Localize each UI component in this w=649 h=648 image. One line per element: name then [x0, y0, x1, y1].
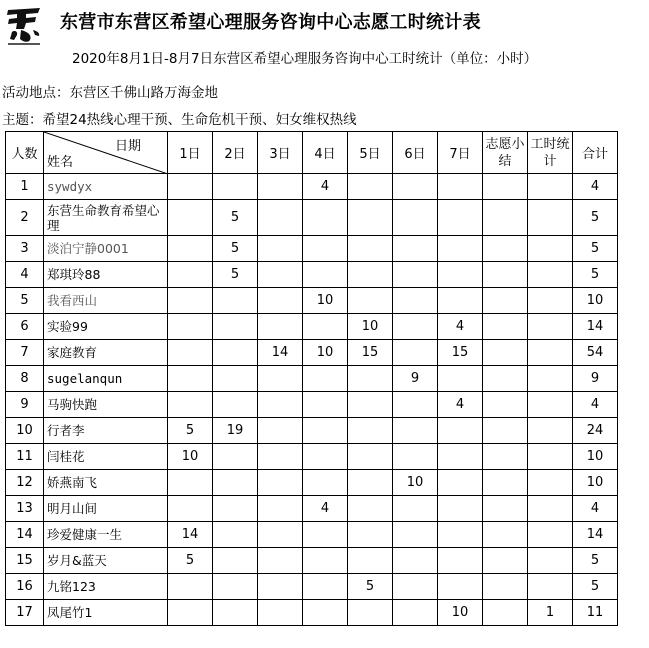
day-hours-cell: 19 — [213, 418, 258, 444]
total-cell: 11 — [573, 600, 618, 626]
row-name: 娇燕南飞 — [44, 470, 168, 496]
table-row — [6, 574, 618, 600]
day-hours-cell: 5 — [168, 548, 213, 574]
row-name: sugelanqun — [44, 366, 168, 392]
row-index: 14 — [6, 522, 44, 548]
row-name: 我看西山 — [44, 288, 168, 314]
table-row — [6, 600, 618, 626]
table-row — [6, 262, 618, 288]
day-hours-cell — [168, 288, 213, 314]
day-hours-cell — [393, 340, 438, 366]
day-hours-cell — [438, 496, 483, 522]
summary-cell — [483, 174, 528, 200]
header-day: 5日 — [348, 132, 393, 174]
day-hours-cell — [213, 496, 258, 522]
day-hours-cell — [258, 288, 303, 314]
day-hours-cell — [258, 522, 303, 548]
day-hours-cell — [213, 288, 258, 314]
total-cell: 5 — [573, 548, 618, 574]
summary-cell — [483, 340, 528, 366]
table-body — [6, 174, 618, 626]
day-hours-cell — [168, 574, 213, 600]
day-hours-cell — [438, 470, 483, 496]
day-hours-cell — [258, 496, 303, 522]
header-date-name — [44, 132, 168, 174]
day-hours-cell — [303, 522, 348, 548]
header-day: 7日 — [438, 132, 483, 174]
day-hours-cell — [303, 262, 348, 288]
table-row — [6, 418, 618, 444]
day-hours-cell — [213, 574, 258, 600]
hours-stat-cell — [528, 174, 573, 200]
day-hours-cell — [438, 522, 483, 548]
row-index: 17 — [6, 600, 44, 626]
row-name: sywdyx — [44, 174, 168, 200]
day-hours-cell — [348, 236, 393, 262]
day-hours-cell — [258, 366, 303, 392]
row-name: 实验99 — [44, 314, 168, 340]
row-index: 1 — [6, 174, 44, 200]
day-hours-cell — [393, 418, 438, 444]
table-header-row — [6, 132, 618, 174]
day-hours-cell — [303, 444, 348, 470]
summary-cell — [483, 418, 528, 444]
day-hours-cell — [348, 366, 393, 392]
day-hours-cell — [438, 200, 483, 236]
row-name: 东营生命教育希望心理 — [44, 200, 168, 236]
day-hours-cell — [303, 236, 348, 262]
day-hours-cell — [438, 366, 483, 392]
day-hours-cell — [258, 200, 303, 236]
day-hours-cell — [213, 548, 258, 574]
total-cell: 5 — [573, 200, 618, 236]
day-hours-cell: 14 — [258, 340, 303, 366]
summary-cell — [483, 600, 528, 626]
day-hours-cell — [393, 444, 438, 470]
day-hours-cell — [168, 496, 213, 522]
row-name: 闫桂花 — [44, 444, 168, 470]
hours-stat-cell — [528, 314, 573, 340]
day-hours-cell: 10 — [393, 470, 438, 496]
day-hours-cell — [393, 600, 438, 626]
day-hours-cell — [348, 174, 393, 200]
day-hours-cell — [258, 548, 303, 574]
day-hours-cell — [393, 262, 438, 288]
total-cell: 5 — [573, 236, 618, 262]
table-row — [6, 444, 618, 470]
total-cell: 5 — [573, 262, 618, 288]
row-name: 淡泊宁静0001 — [44, 236, 168, 262]
day-hours-cell — [348, 548, 393, 574]
hours-stat-cell — [528, 262, 573, 288]
row-name: 郑琪玲88 — [44, 262, 168, 288]
day-hours-cell — [258, 236, 303, 262]
total-cell: 4 — [573, 392, 618, 418]
day-hours-cell — [168, 174, 213, 200]
day-hours-cell — [258, 418, 303, 444]
day-hours-cell — [168, 340, 213, 366]
day-hours-cell — [303, 366, 348, 392]
day-hours-cell — [393, 236, 438, 262]
table-row — [6, 314, 618, 340]
row-index: 11 — [6, 444, 44, 470]
row-index: 15 — [6, 548, 44, 574]
total-cell: 10 — [573, 444, 618, 470]
table-row — [6, 392, 618, 418]
day-hours-cell — [438, 288, 483, 314]
day-hours-cell — [348, 496, 393, 522]
row-index: 16 — [6, 574, 44, 600]
day-hours-cell — [348, 288, 393, 314]
day-hours-cell — [393, 288, 438, 314]
day-hours-cell: 4 — [438, 314, 483, 340]
day-hours-cell — [348, 418, 393, 444]
row-index: 2 — [6, 200, 44, 236]
day-hours-cell — [213, 522, 258, 548]
day-hours-cell — [393, 314, 438, 340]
day-hours-cell — [303, 470, 348, 496]
total-cell: 5 — [573, 574, 618, 600]
day-hours-cell — [258, 574, 303, 600]
day-hours-cell — [303, 548, 348, 574]
day-hours-cell — [438, 548, 483, 574]
day-hours-cell: 5 — [348, 574, 393, 600]
day-hours-cell — [168, 392, 213, 418]
table-row — [6, 236, 618, 262]
row-name: 行者李 — [44, 418, 168, 444]
day-hours-cell: 15 — [438, 340, 483, 366]
summary-cell — [483, 444, 528, 470]
header-day: 3日 — [258, 132, 303, 174]
day-hours-cell: 10 — [168, 444, 213, 470]
day-hours-cell — [168, 600, 213, 626]
day-hours-cell — [393, 522, 438, 548]
header-index: 人数 — [6, 132, 44, 174]
day-hours-cell — [303, 314, 348, 340]
summary-cell — [483, 236, 528, 262]
day-hours-cell — [348, 600, 393, 626]
day-hours-cell — [213, 366, 258, 392]
activity-theme: 主题：希望24热线心理干预、生命危机干预、妇女维权热线 — [2, 112, 357, 128]
summary-cell — [483, 314, 528, 340]
summary-cell — [483, 574, 528, 600]
day-hours-cell — [438, 262, 483, 288]
day-hours-cell: 5 — [213, 262, 258, 288]
row-index: 13 — [6, 496, 44, 522]
day-hours-cell — [258, 174, 303, 200]
day-hours-cell: 4 — [438, 392, 483, 418]
day-hours-cell — [213, 340, 258, 366]
total-cell: 4 — [573, 496, 618, 522]
day-hours-cell: 14 — [168, 522, 213, 548]
activity-location: 活动地点：东营区千佛山路万海金地 — [2, 85, 218, 101]
hours-stat-cell — [528, 366, 573, 392]
day-hours-cell — [303, 200, 348, 236]
day-hours-cell — [393, 200, 438, 236]
row-name: 凤尾竹1 — [44, 600, 168, 626]
day-hours-cell — [438, 174, 483, 200]
day-hours-cell — [393, 548, 438, 574]
day-hours-cell — [348, 200, 393, 236]
hours-stat-cell — [528, 200, 573, 236]
day-hours-cell: 9 — [393, 366, 438, 392]
total-cell: 4 — [573, 174, 618, 200]
row-index: 6 — [6, 314, 44, 340]
summary-cell — [483, 548, 528, 574]
summary-cell — [483, 496, 528, 522]
total-cell: 54 — [573, 340, 618, 366]
day-hours-cell — [393, 392, 438, 418]
table-row — [6, 200, 618, 236]
day-hours-cell — [438, 236, 483, 262]
row-index: 3 — [6, 236, 44, 262]
header-summary: 志愿小结 — [483, 132, 528, 174]
day-hours-cell — [168, 314, 213, 340]
hours-stat-cell — [528, 392, 573, 418]
day-hours-cell: 4 — [303, 174, 348, 200]
day-hours-cell — [258, 262, 303, 288]
day-hours-cell: 10 — [348, 314, 393, 340]
day-hours-cell — [213, 600, 258, 626]
hours-stat-cell — [528, 470, 573, 496]
row-index: 4 — [6, 262, 44, 288]
total-cell: 10 — [573, 288, 618, 314]
day-hours-cell — [438, 418, 483, 444]
table-row — [6, 366, 618, 392]
day-hours-cell — [258, 470, 303, 496]
day-hours-cell — [348, 470, 393, 496]
day-hours-cell — [303, 418, 348, 444]
hours-stat-cell — [528, 496, 573, 522]
summary-cell — [483, 262, 528, 288]
row-index: 8 — [6, 366, 44, 392]
volunteer-logo-icon — [2, 2, 46, 48]
table-row — [6, 470, 618, 496]
hours-stat-cell — [528, 288, 573, 314]
day-hours-cell — [168, 366, 213, 392]
day-hours-cell — [303, 574, 348, 600]
day-hours-cell — [438, 444, 483, 470]
header-total: 合计 — [573, 132, 618, 174]
day-hours-cell: 4 — [303, 496, 348, 522]
page-title: 东营市东营区希望心理服务咨询中心志愿工时统计表 — [60, 12, 481, 33]
header-day: 2日 — [213, 132, 258, 174]
table-row — [6, 288, 618, 314]
row-index: 5 — [6, 288, 44, 314]
table-row — [6, 522, 618, 548]
day-hours-cell — [393, 174, 438, 200]
hours-stat-cell — [528, 236, 573, 262]
summary-cell — [483, 288, 528, 314]
day-hours-cell — [393, 574, 438, 600]
hours-table — [5, 131, 618, 626]
row-index: 9 — [6, 392, 44, 418]
day-hours-cell — [258, 600, 303, 626]
day-hours-cell — [438, 574, 483, 600]
day-hours-cell — [258, 392, 303, 418]
row-name: 九铭123 — [44, 574, 168, 600]
day-hours-cell: 5 — [213, 236, 258, 262]
row-name: 家庭教育 — [44, 340, 168, 366]
day-hours-cell: 10 — [303, 288, 348, 314]
header-name-label: 姓名 — [47, 155, 74, 170]
summary-cell — [483, 392, 528, 418]
hours-stat-cell — [528, 548, 573, 574]
summary-cell — [483, 200, 528, 236]
header-date-label: 日期 — [114, 139, 141, 154]
hours-stat-cell — [528, 444, 573, 470]
hours-stat-cell: 1 — [528, 600, 573, 626]
total-cell: 10 — [573, 470, 618, 496]
day-hours-cell — [348, 444, 393, 470]
table-row — [6, 340, 618, 366]
hours-stat-cell — [528, 522, 573, 548]
row-name: 马驹快跑 — [44, 392, 168, 418]
table-row — [6, 174, 618, 200]
table-row — [6, 496, 618, 522]
row-name: 珍爱健康一生 — [44, 522, 168, 548]
day-hours-cell — [348, 262, 393, 288]
day-hours-cell — [348, 392, 393, 418]
page-subtitle: 2020年8月1日-8月7日东营区希望心理服务咨询中心工时统计（单位：小时） — [72, 51, 538, 67]
day-hours-cell — [213, 314, 258, 340]
summary-cell — [483, 366, 528, 392]
row-index: 12 — [6, 470, 44, 496]
day-hours-cell — [168, 200, 213, 236]
day-hours-cell — [213, 392, 258, 418]
header-day: 4日 — [303, 132, 348, 174]
summary-cell — [483, 470, 528, 496]
day-hours-cell — [168, 262, 213, 288]
hours-stat-cell — [528, 574, 573, 600]
day-hours-cell — [168, 470, 213, 496]
hours-stat-cell — [528, 340, 573, 366]
hours-stat-cell — [528, 418, 573, 444]
row-name: 岁月&蓝天 — [44, 548, 168, 574]
day-hours-cell — [258, 314, 303, 340]
total-cell: 14 — [573, 522, 618, 548]
row-name: 明月山间 — [44, 496, 168, 522]
day-hours-cell — [213, 174, 258, 200]
row-index: 10 — [6, 418, 44, 444]
day-hours-cell — [258, 444, 303, 470]
day-hours-cell: 5 — [213, 200, 258, 236]
header-hours-stat: 工时统计 — [528, 132, 573, 174]
total-cell: 24 — [573, 418, 618, 444]
total-cell: 14 — [573, 314, 618, 340]
day-hours-cell — [303, 600, 348, 626]
table-row — [6, 548, 618, 574]
summary-cell — [483, 522, 528, 548]
day-hours-cell: 10 — [438, 600, 483, 626]
day-hours-cell — [168, 236, 213, 262]
row-index: 7 — [6, 340, 44, 366]
day-hours-cell — [213, 470, 258, 496]
day-hours-cell: 10 — [303, 340, 348, 366]
day-hours-cell — [303, 392, 348, 418]
header-day: 6日 — [393, 132, 438, 174]
day-hours-cell — [393, 496, 438, 522]
day-hours-cell: 5 — [168, 418, 213, 444]
header-day: 1日 — [168, 132, 213, 174]
total-cell: 9 — [573, 366, 618, 392]
day-hours-cell: 15 — [348, 340, 393, 366]
day-hours-cell — [348, 522, 393, 548]
day-hours-cell — [213, 444, 258, 470]
